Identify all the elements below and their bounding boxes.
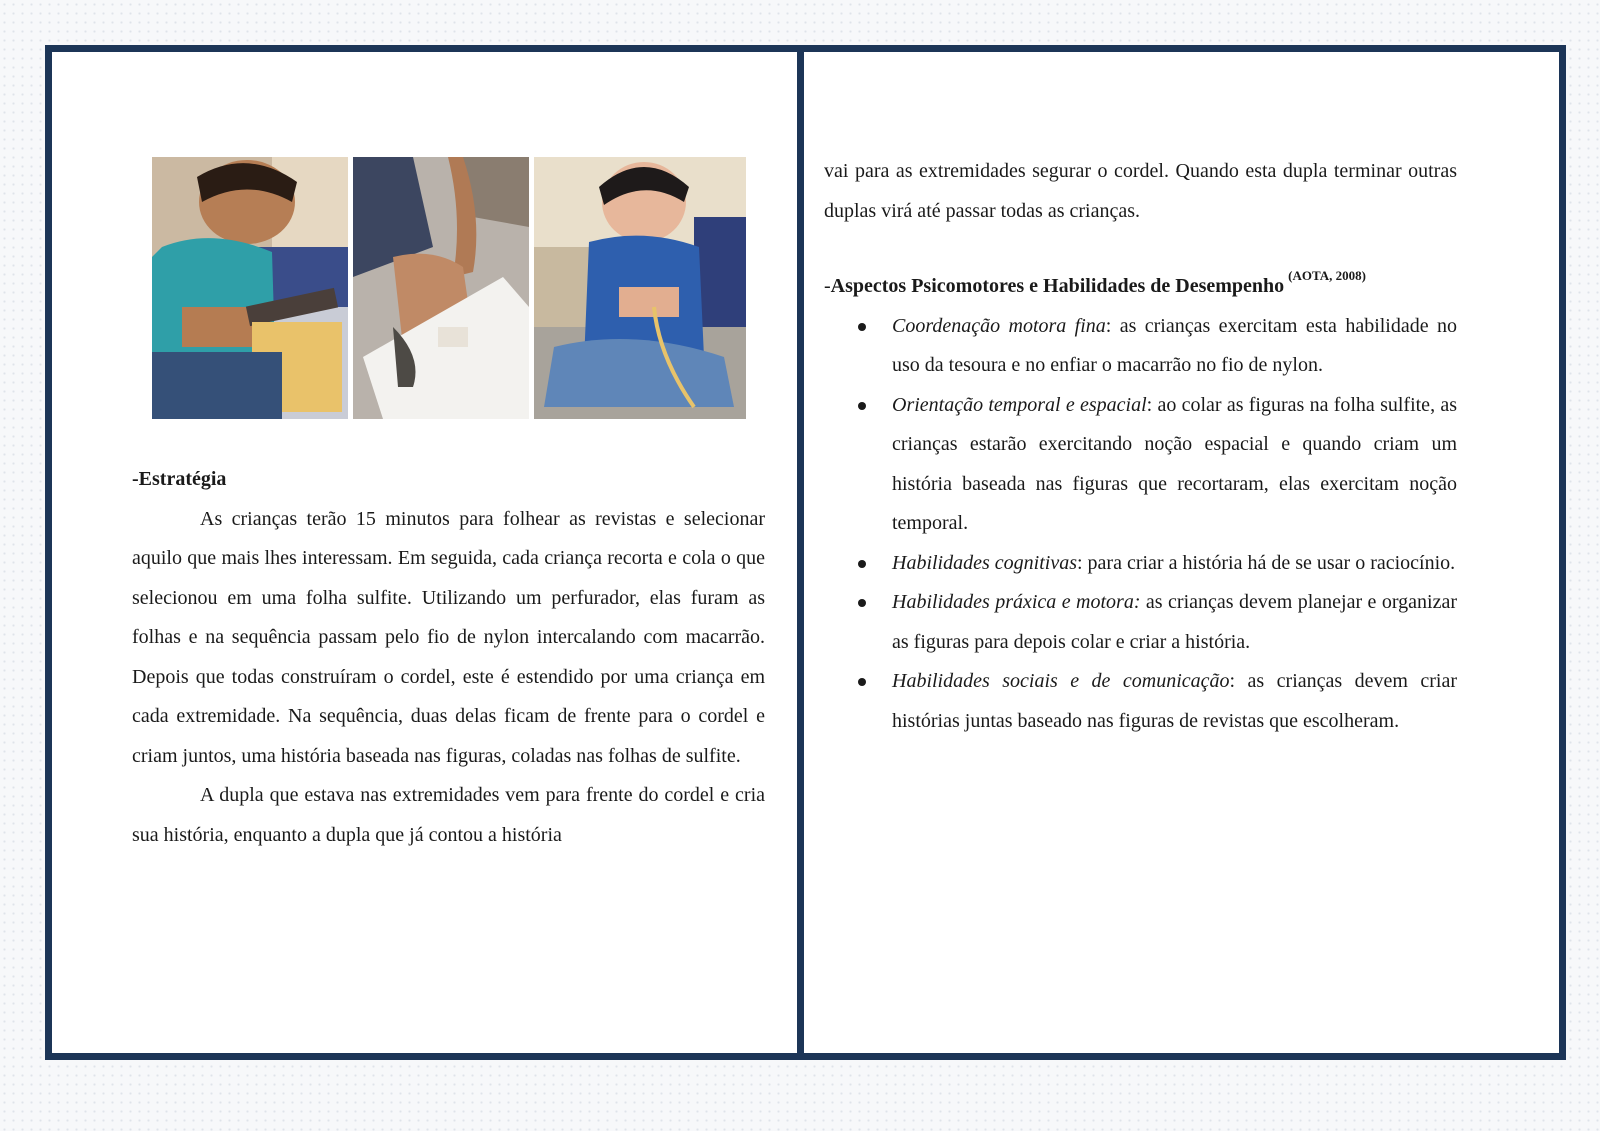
photo-child-cutting — [152, 157, 348, 419]
item-term: Habilidades práxica e motora: — [892, 591, 1141, 613]
section-prefix: - — [824, 275, 831, 297]
section-heading-aspects — [824, 256, 1457, 307]
list-item — [824, 544, 1457, 584]
list-item — [824, 583, 1457, 662]
bullet-icon — [858, 402, 866, 410]
right-page — [797, 45, 1566, 1060]
item-text: : ao colar as figuras na folha sulfite, as crianças estarão exercitando noção espacial e quando criam um história baseada nas figuras que recortaram, elas exercitam noção temporal. — [892, 393, 1457, 534]
bullet-icon — [858, 678, 866, 686]
continuation-paragraph: vai para as extremidades segurar o cordel. Quando esta dupla terminar outras duplas virá até passar todas as crianças. — [824, 160, 1457, 222]
photo-hands-gluing — [353, 157, 529, 419]
section-heading-strategy: -Estratégia — [132, 468, 227, 490]
bullet-icon — [858, 323, 866, 331]
bullet-icon — [858, 560, 866, 568]
item-text: : as crianças exercitam esta habilidade no uso da tesoura e no enfiar o macarrão no fio de nylon. — [892, 314, 1457, 376]
strategy-paragraph-2: A dupla que estava nas extremidades vem para frente do cordel e cria sua história, enquanto a dupla que já contou a história — [132, 784, 765, 846]
bullet-icon — [858, 599, 866, 607]
list-item — [824, 386, 1457, 544]
item-text: : para criar a história há de se usar o raciocínio. — [1076, 551, 1456, 574]
strategy-section — [132, 460, 765, 855]
item-term: Coordenação motora fina — [892, 314, 1106, 337]
section-title: Aspectos Psicomotores e Habilidades de Desempenho — [830, 275, 1285, 297]
skills-section — [824, 152, 1457, 741]
item-term: Orientação temporal e espacial — [892, 393, 1147, 416]
photo-child-threading — [534, 157, 746, 419]
item-term: Habilidades sociais e de comunicação — [892, 670, 1230, 692]
section-reference: (AOTA, 2008) — [1288, 268, 1366, 283]
list-item — [824, 662, 1457, 741]
skills-list — [824, 307, 1457, 742]
left-page — [45, 45, 804, 1060]
item-text: as crianças devem planejar e organizar as figuras para depois colar e criar a história. — [892, 591, 1458, 653]
strategy-paragraph-1: As crianças terão 15 minutos para folhear as revistas e selecionar aquilo que mais lhes interessam. Em seguida, cada criança recorta e cola o que selecionou em uma folha sulfite. Utilizando um perfurador, elas furam as folhas e na sequência passam pelo fio de nylon intercalando com macarrão. Depois que todas construíram o cordel, este é estendido por uma criança em cada extremidade. Na sequência, duas delas ficam de frente para o cordel e criam juntos, uma história baseada nas figuras, coladas nas folhas de sulfite. — [132, 507, 765, 767]
item-text: : as crianças devem criar histórias juntas baseado nas figuras de revistas que escolheram. — [892, 670, 1458, 732]
item-term: Habilidades cognitivas — [892, 551, 1077, 574]
list-item — [824, 307, 1457, 386]
